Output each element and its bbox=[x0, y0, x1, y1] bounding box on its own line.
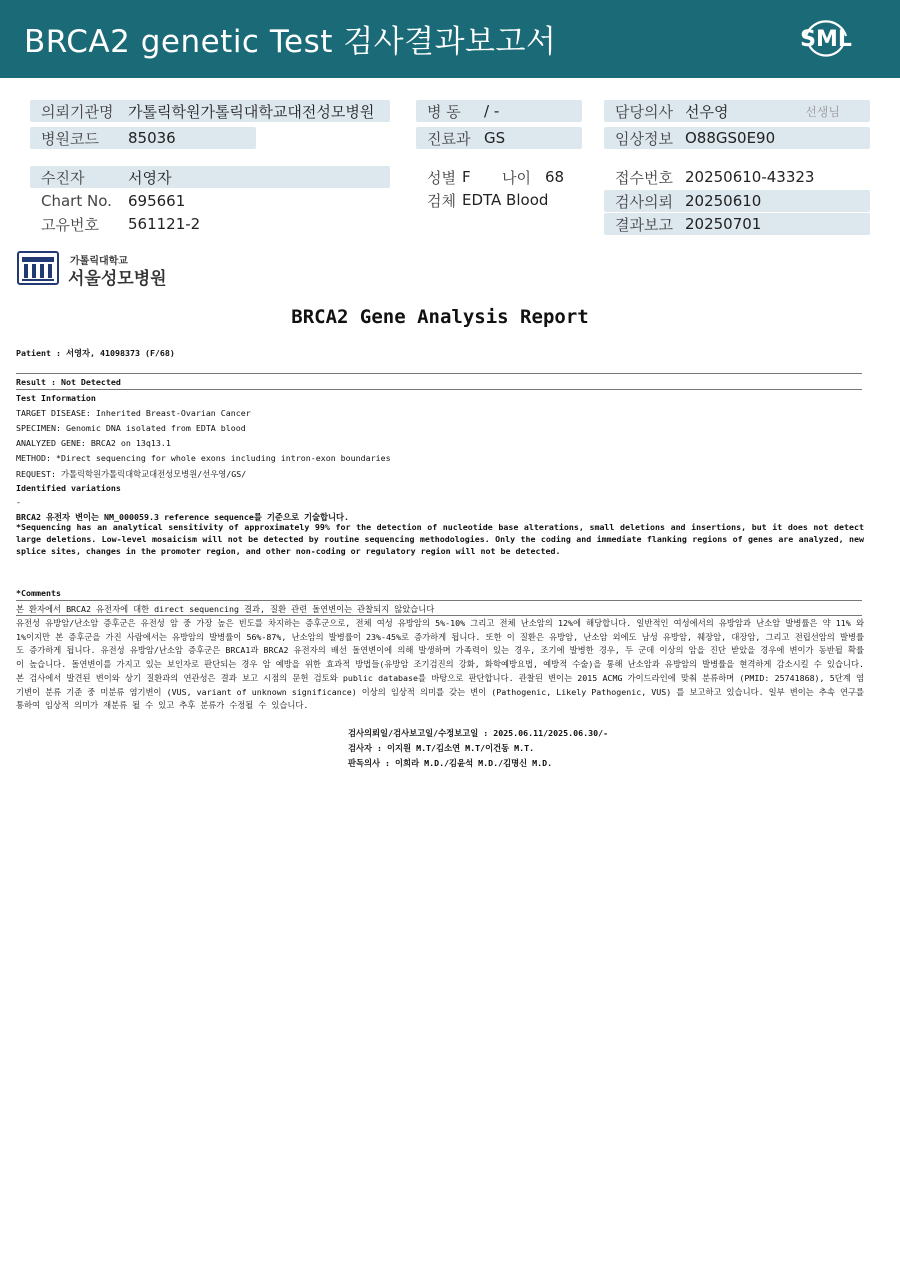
request-date-value: 20250610 bbox=[685, 192, 762, 210]
hospital-emblem-icon bbox=[16, 250, 60, 286]
report-header-title: BRCA2 genetic Test 검사결과보고서 bbox=[24, 24, 557, 60]
uid-label: 고유번호 bbox=[41, 215, 99, 234]
divider bbox=[16, 373, 862, 374]
info-sex-age bbox=[416, 166, 586, 188]
chart-label: Chart No. bbox=[41, 192, 112, 210]
readers-line: 판독의사 : 이희라 M.D./김윤석 M.D./김명신 M.D. bbox=[348, 758, 553, 768]
comments-heading: *Comments bbox=[16, 588, 61, 598]
ward-value: / - bbox=[484, 102, 500, 120]
dates-line: 검사의뢰일/검사보고일/수정보고일 : 2025.06.11/2025.06.30/- bbox=[348, 728, 609, 738]
age-label: 나이 bbox=[502, 168, 531, 187]
info-clinical bbox=[604, 127, 870, 149]
org-label: 의뢰기관명 bbox=[41, 102, 114, 121]
patient-line: Patient : 서영자, 41098373 (F/68) bbox=[16, 348, 175, 358]
info-dept bbox=[416, 127, 582, 149]
ward-label: 병 동 bbox=[427, 102, 461, 121]
result-report-value: 20250701 bbox=[685, 215, 762, 233]
hospcode-value: 85036 bbox=[128, 129, 176, 147]
info-request-date bbox=[604, 190, 870, 212]
uid-value: 561121-2 bbox=[128, 215, 201, 233]
doctor-label: 담당의사 bbox=[615, 102, 673, 121]
info-chart bbox=[30, 190, 390, 212]
clinical-label: 임상정보 bbox=[615, 129, 673, 148]
info-uid bbox=[30, 213, 390, 235]
specimen-value: EDTA Blood bbox=[462, 191, 549, 209]
analyzed-gene: ANALYZED GENE: BRCA2 on 13q13.1 bbox=[16, 438, 171, 448]
age-value: 68 bbox=[545, 168, 565, 186]
hospital-university-name: 가톨릭대학교 bbox=[70, 256, 128, 267]
specimen-label: 검체 bbox=[427, 191, 456, 210]
doctor-value: 선우영 bbox=[685, 102, 729, 121]
info-doctor bbox=[604, 100, 870, 122]
report-title: BRCA2 Gene Analysis Report bbox=[291, 306, 589, 328]
sml-logo-text: SML bbox=[800, 27, 852, 52]
sex-label: 성별 bbox=[427, 168, 456, 187]
hospital-emblem bbox=[16, 250, 60, 286]
result-report-label: 결과보고 bbox=[615, 215, 673, 234]
sensitivity-note: *Sequencing has an analytical sensitivity of approximately 99% for the detection of nucleotide base alterations, small deletions and insertions, but it does not detect large deletions. Low-level mosaicism will not be detected by routine sequencing methodologies. Only the coding and immediate flanking regions of genes are analyzed, new splice sites, changes in the promoter region, and other non-coding or regulatory region will not be detected. bbox=[16, 522, 864, 556]
org-value: 가톨릭학원가톨릭대학교대전성모병원 bbox=[128, 102, 375, 121]
receipt-label: 접수번호 bbox=[615, 168, 673, 187]
specimen-line: SPECIMEN: Genomic DNA isolated from EDTA blood bbox=[16, 423, 246, 433]
refseq-note: BRCA2 유전자 변이는 NM_000059.3 reference sequence를 기준으로 기술합니다. bbox=[16, 512, 350, 522]
receipt-value: 20250610-43323 bbox=[685, 168, 815, 186]
divider bbox=[16, 600, 862, 601]
chart-value: 695661 bbox=[128, 192, 186, 210]
patient-value: 서영자 bbox=[128, 168, 172, 187]
divider bbox=[16, 389, 862, 390]
comment-summary: 본 환자에서 BRCA2 유전자에 대한 direct sequencing 결과, 질환 관련 돌연변이는 관찰되지 않았습니다 bbox=[16, 604, 435, 614]
doctor-suffix: 선생님 bbox=[805, 104, 840, 119]
divider bbox=[16, 615, 862, 616]
info-org bbox=[30, 100, 390, 122]
testers-line: 검사자 : 이지원 M.T/김소연 M.T/이건동 M.T. bbox=[348, 743, 535, 753]
sex-value: F bbox=[462, 168, 471, 186]
test-info-heading: Test Information bbox=[16, 393, 96, 403]
hospital-name: 서울성모병원 bbox=[68, 269, 167, 289]
comment-body: 유전성 유방암/난소암 증후군은 유전성 암 중 가장 높은 빈도를 차지하는 증후군으로, 전체 여성 유방암의 5%-10% 그리고 전체 난소암의 12%에 해당합니다. 일반적인 여성에서의 유방암과 난소암 발병률은 약 11% 와 1%이지만 본 증후군을 가진 사람에서는 유방암의 발병률이 56%-87%, 난소암의 발병률이 23%-45%로 증가하게 됩니다. 또한 이 질환은 유방암, 난소암 외에도 남성 유방암, 췌장암, 대장암, 그리고 전립선암의 발병률도 증가하게 됩니다. 유전성 유방암/난소암 증후군은 BRCA1과 BRCA2 유전자의 배선 돌연변이에 의해 발생하며 가족력이 있는 경우, 조기에 발병한 경우, 두 군데 이상의 암을 진단 받았을 경우에 변이가 동반될 확률이 높습니다. 돌연변이를 가지고 있는 보인자로 판단되는 경우 암 예방을 위한 효과적 방법들(유방암 조기검진의 강화, 화학예방요법, 예방적 수술)을 통해 난소암과 유방암의 발병률을 현격하게 감소시킬 수 있습니다. 본 검사에서 발견된 변이와 상기 질환과의 연관성은 결과 보고 시점의 문헌 검토와 public database를 바탕으로 판단합니다. 관찰된 변이는 2015 ACMG 가이드라인에 맞춰 분류하며 (PMID: 25741868), 5단계 염기변이 분류 기준 중 미분류 염기변이 (VUS, variant of unknown significance) 이상의 임상적 의미를 갖는 변이 (Pathogenic, Likely Pathogenic, VUS) 를 보고하고 있습니다. 일부 변이는 추속 연구를 통하여 임상적 의미가 재분류 될 수 있고 추후 분류가 수정될 수 있습니다. bbox=[16, 618, 864, 711]
method-line: METHOD: *Direct sequencing for whole exons including intron-exon boundaries bbox=[16, 453, 391, 463]
variations-value: - bbox=[16, 497, 21, 507]
dept-value: GS bbox=[484, 129, 506, 147]
request-date-label: 검사의뢰 bbox=[615, 192, 673, 211]
request-line: REQUEST: 가톨릭학원가톨릭대학교대전성모병원/선우영/GS/ bbox=[16, 469, 247, 479]
sml-logo bbox=[796, 12, 856, 66]
patient-label: 수진자 bbox=[41, 168, 85, 187]
info-hospcode bbox=[30, 127, 256, 149]
header-bar bbox=[0, 0, 900, 78]
target-disease: TARGET DISEASE: Inherited Breast-Ovarian Cancer bbox=[16, 408, 251, 418]
info-receipt bbox=[604, 166, 870, 188]
clinical-value: O88GS0E90 bbox=[685, 129, 776, 147]
result-line: Result : Not Detected bbox=[16, 377, 121, 387]
hospcode-label: 병원코드 bbox=[41, 129, 99, 148]
info-specimen bbox=[416, 189, 586, 211]
info-ward bbox=[416, 100, 582, 122]
info-patient bbox=[30, 166, 390, 188]
dept-label: 진료과 bbox=[427, 129, 471, 148]
variations-heading: Identified variations bbox=[16, 483, 121, 493]
info-result-report-date bbox=[604, 213, 870, 235]
